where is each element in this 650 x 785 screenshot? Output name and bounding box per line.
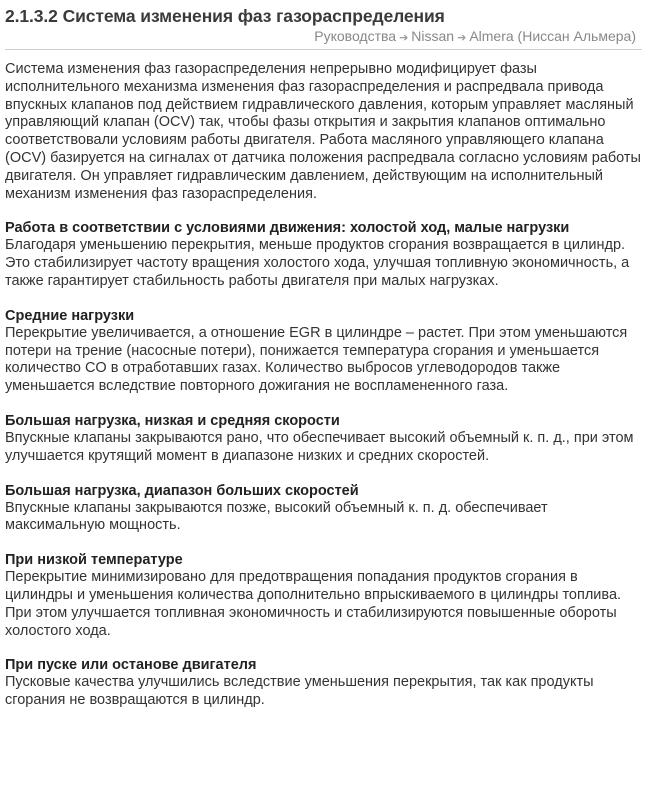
section-heading: Средние нагрузки xyxy=(5,307,135,324)
section-heading: Работа в соответствии с условиями движения: холостой ход, малые нагрузки xyxy=(5,220,570,237)
breadcrumb-arrow-icon: ➔ xyxy=(457,32,467,44)
section-text: Впускные клапаны закрываются рано, что обеспечивает высокий объемный к. п. д., при этом улучшается крутящий момент в диапазоне низких и средних скоростей. xyxy=(5,429,634,464)
breadcrumb-arrow-icon: ➔ xyxy=(399,32,409,44)
section-text: Благодаря уменьшению перекрытия, меньше продуктов сгорания возвращается в цилиндр. Это стабилизирует частоту вращения холостого хода, улучшая топливную экономичность, а также гарантирует стабильность работы двигателя при малых нагрузках. xyxy=(5,237,630,289)
section-heading: При пуске или останове двигателя xyxy=(5,657,257,674)
section-heading: Большая нагрузка, низкая и средняя скорости xyxy=(5,412,340,429)
section-engine-start-stop xyxy=(5,656,642,710)
section-high-load-high-speed xyxy=(5,482,642,536)
section-text: Впускные клапаны закрываются позже, высокий объемный к. п. д. обеспечивает максимальную мощность. xyxy=(5,499,548,534)
breadcrumb-link-manuals[interactable]: Руководства xyxy=(314,28,397,44)
page-title: 2.1.3.2 Система изменения фаз газораспределения xyxy=(5,6,445,26)
intro-paragraph: Система изменения фаз газораспределения непрерывно модифицирует фазы исполнительного механизма изменения фаз газораспределения и распредвала привода впускных клапанов под действием гидравлического давления, которым управляет масляный управляющий клапан (OCV) так, чтобы фазы открытия и закрытия клапанов оптимально соответствовали условиям работы двигателя. Работа масляного управляющего клапана (OCV) базируется на сигналах от датчика положения распредвала согласно условиям работы двигателя. Он управляет гидравлическим давлением, действующим на исполнительный механизм изменения фаз газораспределения. xyxy=(5,61,641,202)
section-high-load-low-mid-speed xyxy=(5,412,642,466)
section-heading: Большая нагрузка, диапазон больших скоростей xyxy=(5,482,359,499)
section-text: Пусковые качества улучшились вследствие уменьшения перекрытия, так как продукты сгорания не возвращаются в цилиндр. xyxy=(5,674,594,709)
breadcrumb xyxy=(5,27,642,50)
section-text: Перекрытие увеличивается, а отношение EGR в цилиндре – растет. При этом уменьшаются потери на трение (насосные потери), понижается температура сгорания и уменьшается количество CO в отработавших газах. Количество выбросов углеводородов также уменьшается вследствие повторного дожигания не воспламененного газа. xyxy=(5,324,628,395)
section-medium-load xyxy=(5,307,642,396)
breadcrumb-link-almera[interactable]: Almera (Ниссан Альмера) xyxy=(469,28,636,44)
section-text: Перекрытие минимизировано для предотвращения попадания продуктов сгорания в цилиндры и уменьшения количества дополнительно впрыскиваемого в цилиндры топлива. При этом улучшается топливная экономичность и стабилизируются повышенные обороты холостого хода. xyxy=(5,569,622,639)
section-heading: При низкой температуре xyxy=(5,552,183,569)
section-idle-low-load xyxy=(5,219,642,290)
section-low-temperature xyxy=(5,551,642,640)
breadcrumb-link-nissan[interactable]: Nissan xyxy=(411,28,455,44)
